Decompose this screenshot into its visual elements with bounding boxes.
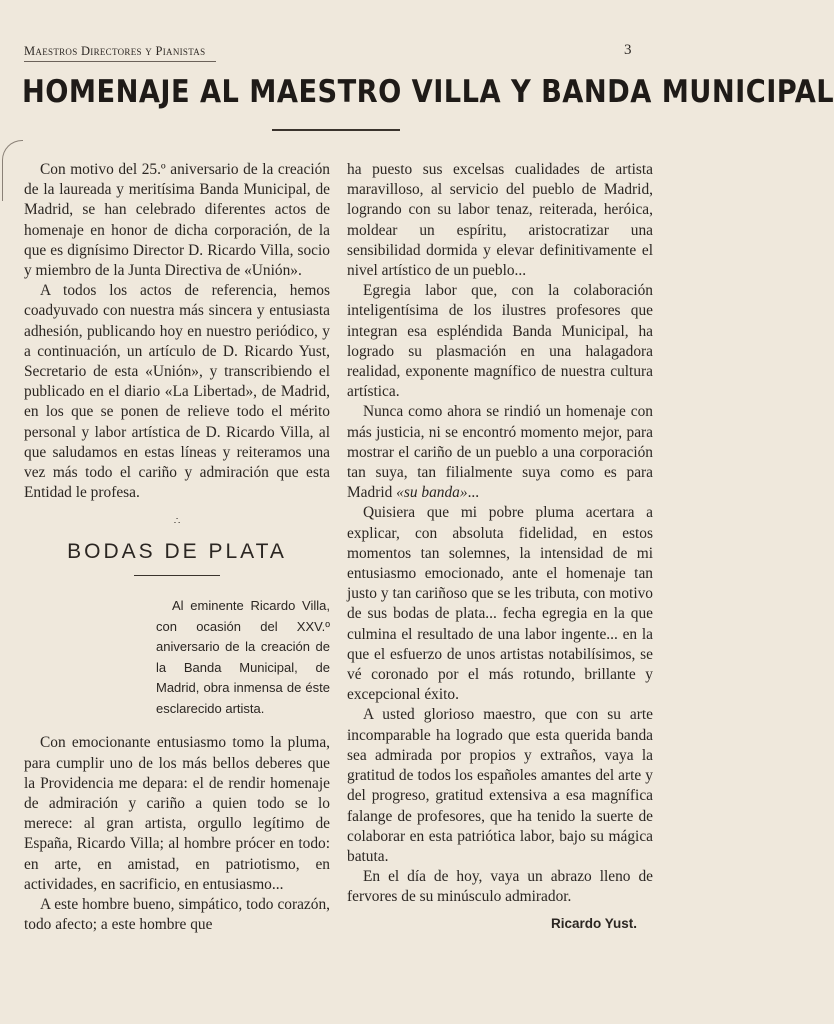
running-title: Maestros Directores y Pianistas — [24, 44, 206, 58]
body-paragraph-4: Egregia labor que, con la colaboración inteligentísima de los ilustres profesores que integran esa espléndida Banda Municipal, ha logrado su plasmación en una halagadora realidad, exponente magnífico de nuestra cultura artística. — [347, 282, 653, 401]
margin-pencil-mark — [2, 140, 23, 201]
body-paragraph-8: En el día de hoy, vaya un abrazo lleno de fervores de su minúsculo admirador. — [347, 868, 653, 906]
body-paragraph-3: ha puesto sus excelsas cualidades de artista maravilloso, al servicio del pueblo de Madrid, logrando con su labor tenaz, reiterada, heróica, moldear un espíritu, aristocratizar una sensibilidad dormida y elevar definitivamente el nivel artístico de un pueblo... — [347, 161, 653, 280]
body-paragraph-2: A este hombre bueno, simpático, todo corazón, todo afecto; a este hombre que — [24, 896, 330, 934]
intro-paragraph-1: Con motivo del 25.º aniversario de la creación de la laureada y meritísima Banda Municipal, de Madrid, se han celebrado diferentes actos de homenaje en honor de dicha corporación, de la que es dignísimo Director D. Ricardo Villa, socio y miembro de la Junta Directiva de «Unión». — [24, 161, 330, 280]
body-paragraph-5 — [347, 402, 653, 503]
body-paragraph-6: Quisiera que mi pobre pluma acertara a explicar, con absoluta fidelidad, en estos momentos tan solemnes, la intensidad de mi entusiasmo emocionado, ante el homenaje tan justo y tan cariñoso que se les tributa, con motivo de sus bodas de plata... fecha egregia en la que culmina el resultado de una labor ingente... en la que el esfuerzo de unos artistas notabilísimos, se vé coronado por el más rotundo, brillante y excepcional éxito. — [347, 504, 653, 704]
left-column — [24, 160, 330, 935]
right-column — [347, 160, 653, 934]
body-paragraph-1: Con emocionante entusiasmo tomo la pluma, para cumplir uno de los más bellos deberes que la Providencia me depara: el de rendir homenaje de admiración y cariño a quien todo se lo merece: al gran artista, orgullo legítimo de España, Ricardo Villa; al hombre prócer en todo: en arte, en amistad, en patriotismo, en actividades, en sacrificio, en entusiasmo... — [24, 734, 330, 893]
body-paragraph-5-end: ... — [467, 484, 480, 502]
page-number: 3 — [624, 42, 632, 58]
section-title: BODAS DE PLATA — [67, 540, 287, 564]
running-header — [24, 44, 620, 59]
title-divider — [272, 129, 400, 131]
su-banda-italic: «su banda» — [396, 484, 468, 502]
body-paragraph-7: A usted glorioso maestro, que con su arte incomparable ha logrado que esta querida banda sea admirada por propios y extraños, vaya la gratitud de todos los españoles amantes del arte y del progreso, gratitud extensiva a esa magnífica falange de profesores, que ha tenido la suerte de colaborar en esta patriótica labor, bajo su mágica batuta. — [347, 706, 653, 865]
section-divider — [134, 575, 220, 576]
asterism-ornament-icon: ∴ — [173, 516, 181, 528]
dedication: Al eminente Ricardo Villa, con ocasión del XXV.º aniversario de la creación de la Banda Municipal, de Madrid, obra inmensa de éste esclarecido artista. — [156, 598, 330, 716]
body-paragraph-5-text: Nunca como ahora se rindió un homenaje con más justicia, ni se encontró momento mejor, para mostrar el cariño de un pueblo a una corporación tan suya, tan filialmente suya como es para Madrid — [347, 403, 653, 502]
intro-paragraph-2: A todos los actos de referencia, hemos coadyuvado con nuestra más sincera y entusiasta adhesión, publicando hoy en nuestro periódico, y a continuación, un artículo de D. Ricardo Yust, Secretario de esta «Unión», y transcribiendo el publicado en el diario «La Libertad», de Madrid, en los que se ponen de relieve todo el mérito personal y labor artística de D. Ricardo Villa, al que saludamos en estas líneas y reiteramos una vez más todo el cariño y admiración que esta Entidad le profesa. — [24, 282, 330, 502]
header-underline — [24, 61, 216, 62]
signature: Ricardo Yust. — [550, 915, 637, 931]
article-title: HOMENAJE AL MAESTRO VILLA Y BANDA MUNICIPAL — [22, 74, 834, 110]
